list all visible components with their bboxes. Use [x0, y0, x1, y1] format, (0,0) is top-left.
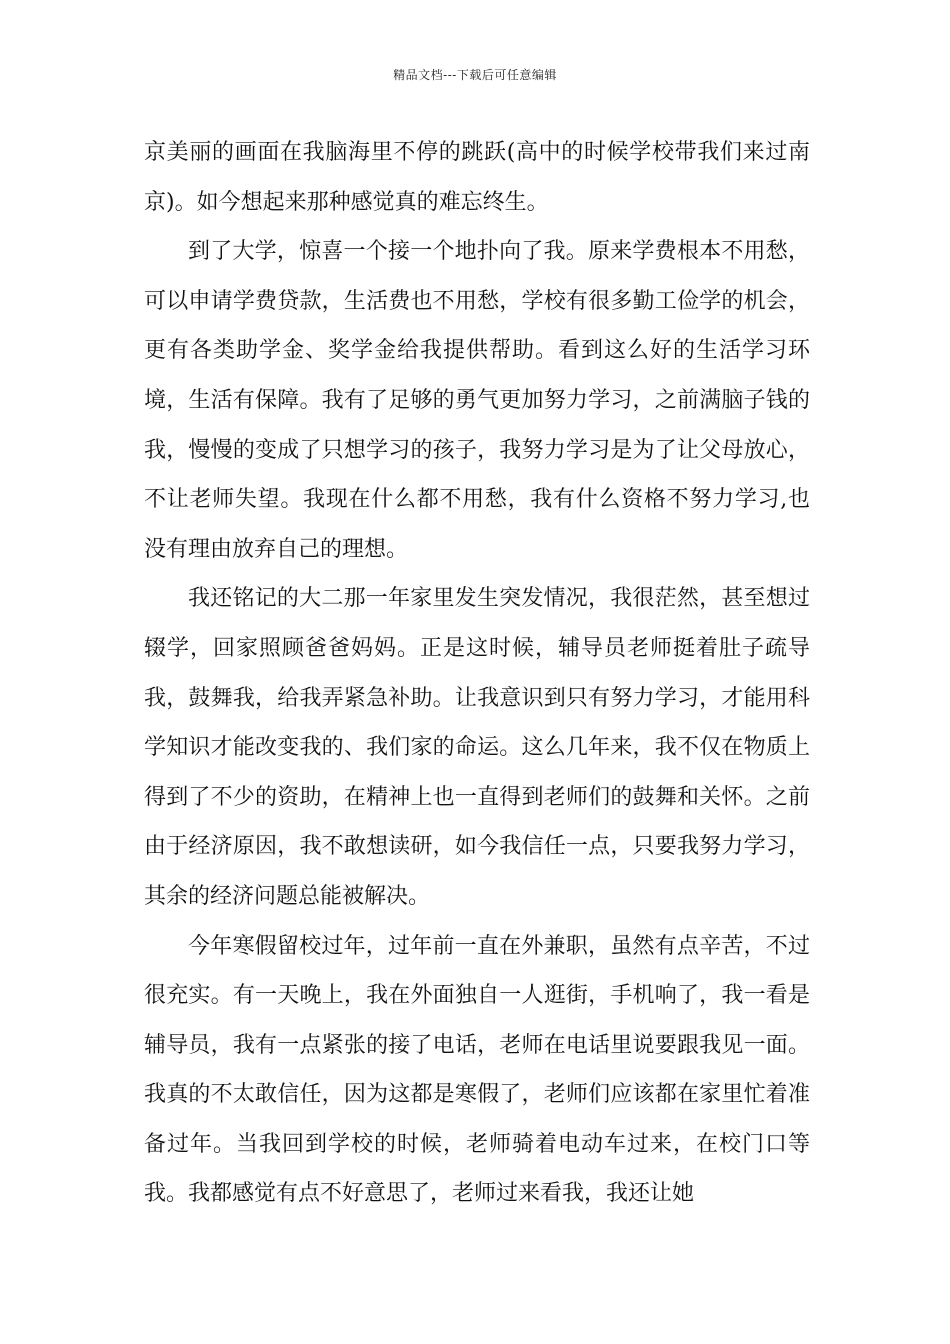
- page-header: 精品文档---下载后可任意编辑: [393, 68, 557, 82]
- paragraph-3: 我还铭记的大二那一年家里发生突发情况，我很茫然，甚至想过辍学，回家照顾爸爸妈妈。正是这时候，辅导员老师挺着肚子疏导我，鼓舞我，给我弄紧急补助。让我意识到只有努力学习，才能用科学知识才能改变我的、我们家的命运。这么几年来，我不仅在物质上得到了不少的资助，在精神上也一直得到老师们的鼓舞和关怀。之前由于经济原因，我不敢想读研，如今我信任一点，只要我努力学习，其余的经济问题总能被解决。: [144, 586, 810, 909]
- paragraph-2: 到了大学，惊喜一个接一个地扑向了我。原来学费根本不用愁，可以申请学费贷款，生活费也不用愁，学校有很多勤工俭学的机会，更有各类助学金、奖学金给我提供帮助。看到这么好的生活学习环境，生活有保障。我有了足够的勇气更加努力学习，之前满脑子钱的我，慢慢的变成了只想学习的孩子，我努力学习是为了让父母放心，不让老师失望。我现在什么都不用愁，我有什么资格不努力学习,也没有理由放弃自己的理想。: [144, 239, 810, 562]
- document-body: [144, 128, 810, 1219]
- paragraph-1: 京美丽的画面在我脑海里不停的跳跃(高中的时候学校带我们来过南京)。如今想起来那种感觉真的难忘终生。: [144, 140, 810, 215]
- paragraph-4: 今年寒假留校过年，过年前一直在外兼职，虽然有点辛苦，不过很充实。有一天晚上，我在外面独自一人逛街，手机响了，我一看是辅导员，我有一点紧张的接了电话，老师在电话里说要跟我见一面。我真的不太敢信任，因为这都是寒假了，老师们应该都在家里忙着准备过年。当我回到学校的时候，老师骑着电动车过来，在校门口等我。我都感觉有点不好意思了，老师过来看我，我还让她: [144, 933, 810, 1207]
